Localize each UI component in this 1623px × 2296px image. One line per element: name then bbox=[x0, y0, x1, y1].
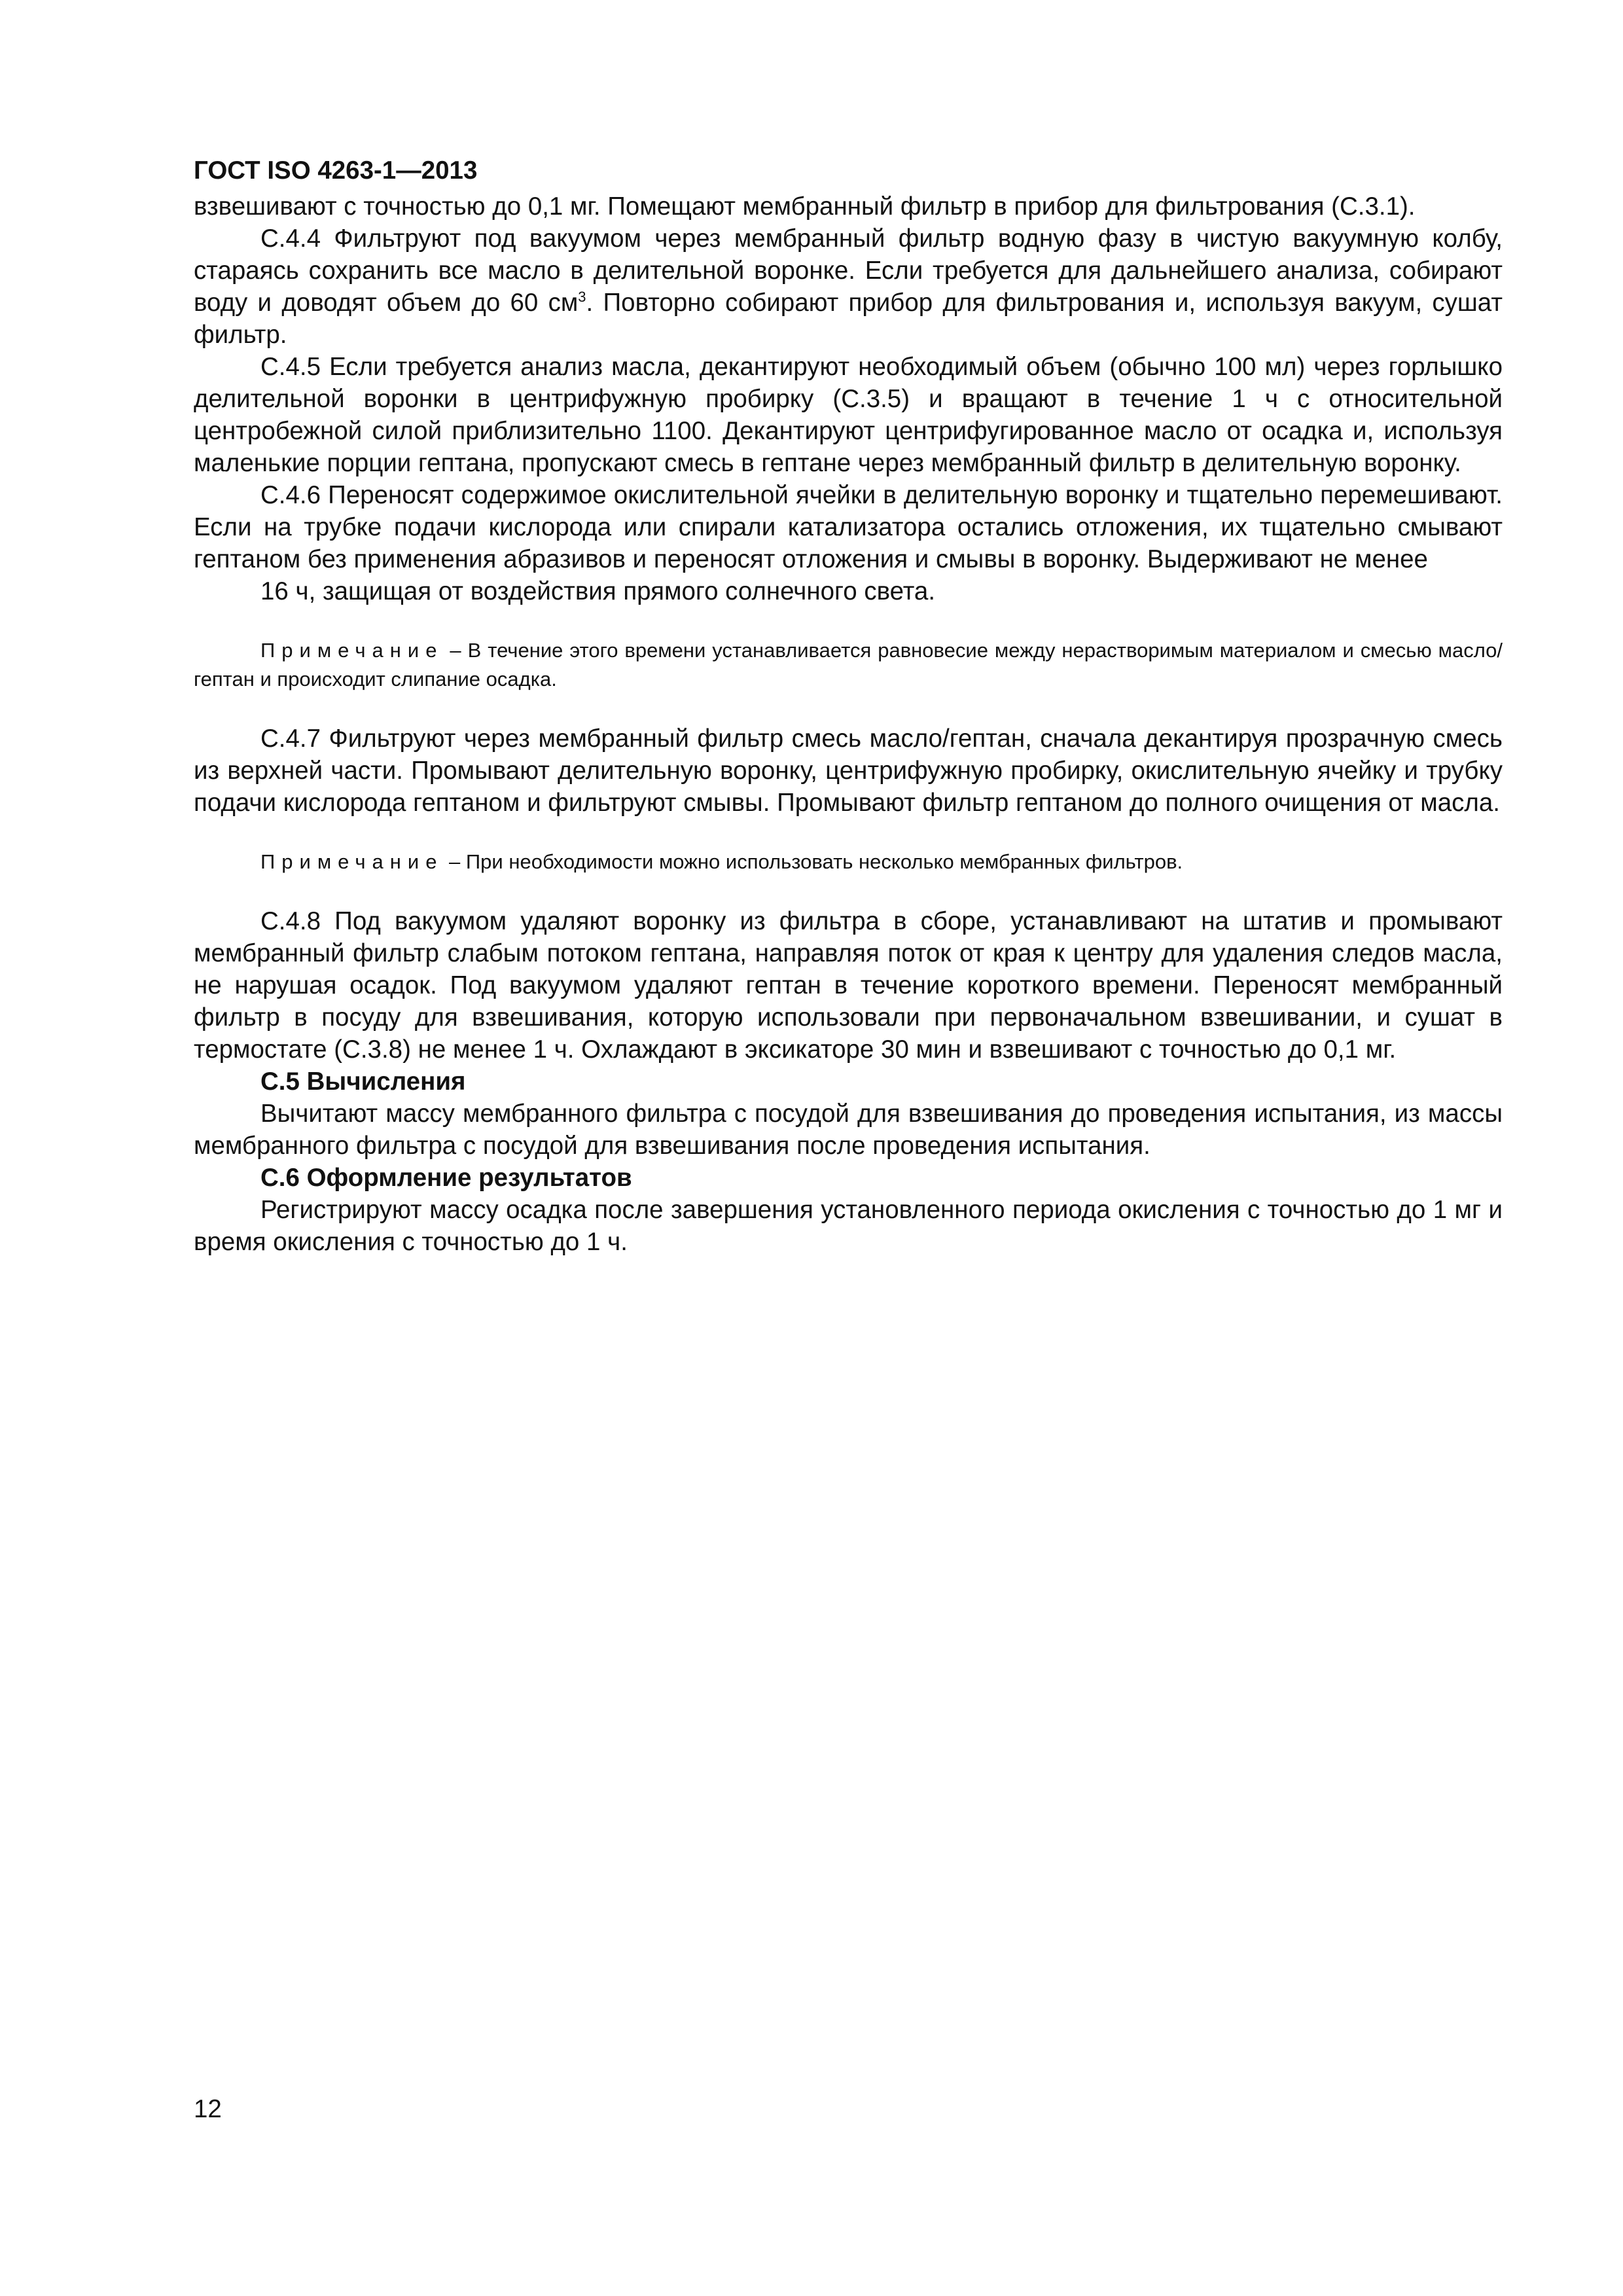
note-2 bbox=[194, 848, 1503, 876]
section-heading-c-6: С.6 Оформление результатов bbox=[260, 1164, 632, 1192]
paragraph-continuation: взвешивают с точностью до 0,1 мг. Помещают мембранный фильтр в прибор для фильтрования (С.3.1). bbox=[194, 192, 1416, 221]
paragraph-text: С.4.4 Фильтруют под вакуумом через мембранный фильтр водную фазу в чистую вакуумную колбу, стараясь сохранить все масло в делительной воронке. Если требуется для дальнейшего анализа, собирают воду и доводят объем до 60 см bbox=[194, 224, 1503, 317]
note-text: – В течение этого времени устанавливается равновесие между нерастворимым материалом и смесью масло/гептан и происходит слипание осадка. bbox=[194, 639, 1503, 691]
paragraph-c-4-7: С.4.7 Фильтруют через мембранный фильтр смесь масло/гептан, сначала декантируя прозрачную смесь из верхней части. Промывают делительную воронку, центрифужную пробирку, окислительную ячейку и трубку подачи кислорода гептаном и фильтруют смывы. Промывают фильтр гептаном до полного очищения от масла. bbox=[194, 725, 1503, 817]
paragraph-c-5: Вычитают массу мембранного фильтра с посудой для взвешивания до проведения испытания, из массы мембранного фильтра с посудой для взвешивания после проведения испытания. bbox=[194, 1100, 1503, 1160]
note-text: – При необходимости можно использовать несколько мембранных фильтров. bbox=[443, 850, 1183, 873]
paragraph-c-4-8: С.4.8 Под вакуумом удаляют воронку из фильтра в сборе, устанавливают на штатив и промывают мембранный фильтр слабым потоком гептана, направляя поток от края к центру для удаления следов масла, не нарушая осадок. Под вакуумом удаляют гептан в течение короткого времени. Переносят мембранный фильтр в посуду для взвешивания, которую использовали при первоначальном взвешивании, и сушат в термостате (С.3.8) не менее 1 ч. Охлаждают в эксикаторе 30 мин и взвешивают с точностью до 0,1 мг. bbox=[194, 907, 1503, 1064]
paragraph-text: . Повторно собирают прибор для фильтрования и, используя вакуум, сушат фильтр. bbox=[194, 289, 1503, 349]
note-label: Примечание bbox=[260, 850, 444, 873]
page-number: 12 bbox=[194, 2095, 222, 2123]
page-content bbox=[194, 154, 1503, 1258]
note-label: Примечание bbox=[260, 639, 444, 662]
paragraph-c-4-6-continued: 16 ч, защищая от воздействия прямого солнечного света. bbox=[260, 577, 936, 605]
superscript: 3 bbox=[578, 289, 586, 306]
paragraph-c-4-5: С.4.5 Если требуется анализ масла, декантируют необходимый объем (обычно 100 мл) через горлышко делительной воронки в центрифужную пробирку (С.3.5) и вращают в течение 1 ч с относительной центробежной силой приблизительно 1100. Декантируют центрифугированное масло от осадка и, используя маленькие порции гептана, пропускают смесь в гептане через мембранный фильтр в делительную воронку. bbox=[194, 353, 1503, 477]
document-header: ГОСТ ISO 4263-1—2013 bbox=[194, 156, 478, 185]
paragraph-c-4-4 bbox=[194, 223, 1503, 351]
note-1 bbox=[194, 636, 1503, 694]
section-heading-c-5: С.5 Вычисления bbox=[260, 1067, 466, 1096]
paragraph-c-6: Регистрируют массу осадка после завершения установленного периода окисления с точностью до 1 мг и время окисления с точностью до 1 ч. bbox=[194, 1196, 1503, 1256]
paragraph-c-4-6: С.4.6 Переносят содержимое окислительной ячейки в делительную воронку и тщательно перемешивают. Если на трубке подачи кислорода или спирали катализатора остались отложения, их тщательно смывают гептаном без применения абразивов и переносят отложения и смывы в воронку. Выдерживают не менее bbox=[194, 481, 1503, 573]
